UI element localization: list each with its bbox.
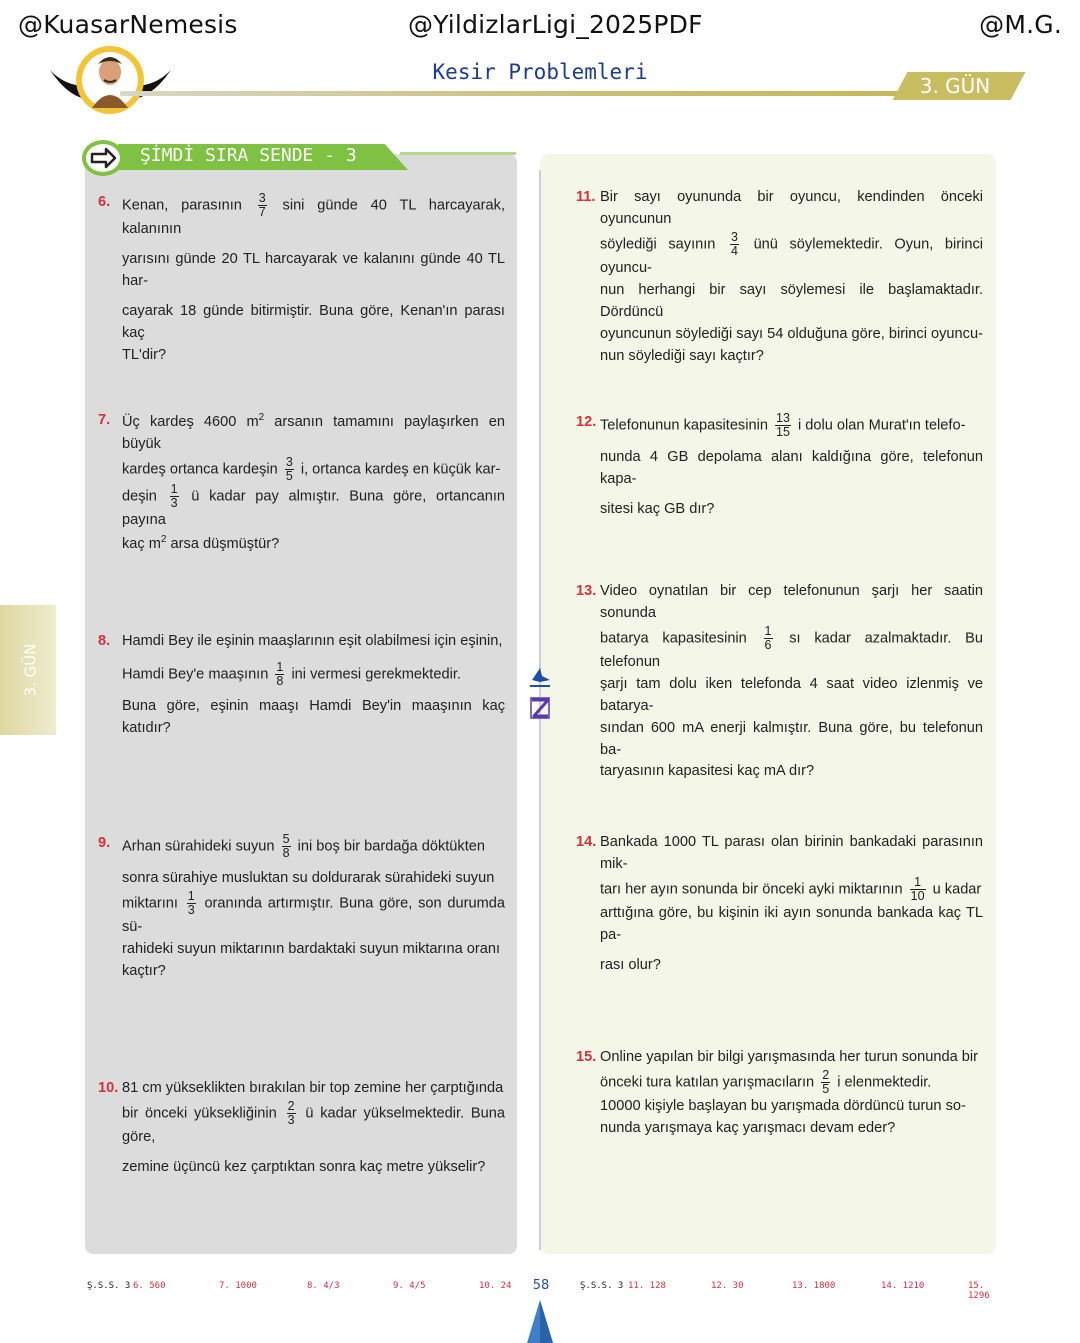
watermark-right: @M.G. — [979, 10, 1062, 39]
q14-text: Bankada 1000 TL parası olan birinin bankadaki parasının mik- — [600, 834, 983, 872]
q9-text: miktarını — [122, 895, 178, 912]
question-number: 10. — [98, 1080, 119, 1096]
q7-text: kardeş ortanca kardeşin — [122, 461, 278, 478]
fraction — [282, 833, 291, 860]
question-12 — [576, 412, 983, 521]
q9-text: ini boş bir bardağa döktükten — [297, 838, 486, 855]
q6-text: sini günde 40 TL harcayarak, kalanının — [122, 197, 505, 238]
q15-text: önceki tura katılan yarışmacıların — [600, 1074, 815, 1091]
numerator: 2 — [287, 1098, 295, 1113]
q7-text: kaç m — [122, 535, 161, 552]
side-day-label: 3. GÜN — [21, 643, 40, 697]
fraction — [187, 890, 196, 917]
q6-text: TL'dir? — [122, 346, 167, 363]
q12-text: nunda 4 GB depolama alanı kaldığına göre, telefonun kapa- — [600, 449, 983, 488]
question-7 — [98, 410, 505, 556]
fraction — [287, 1100, 296, 1127]
page-topic-title: Kesir Problemleri — [432, 60, 648, 84]
q13-text: sı kadar azalmaktadır. Bu telefonun — [600, 630, 983, 671]
q7-text: Üç kardeş 4600 m — [122, 413, 259, 430]
q8-text: ini vermesi gerekmektedir. — [291, 666, 461, 683]
q13-text: taryasının kapasitesi kaç mA dır? — [600, 763, 815, 780]
answer-item: 8. 4/3 — [307, 1281, 340, 1291]
numerator: 1 — [170, 481, 178, 496]
q7-text: arsa düşmüştür? — [170, 535, 280, 552]
denominator: 8 — [282, 846, 290, 861]
fraction — [170, 483, 179, 510]
watermark-left: @KuasarNemesis — [18, 10, 238, 39]
answer-key-left — [85, 1278, 515, 1298]
question-13 — [576, 581, 983, 783]
q11-text: ünü söylemektedir. Oyun, birinci oyuncu- — [600, 236, 983, 277]
denominator: 8 — [276, 674, 284, 689]
numerator: 3 — [258, 191, 266, 205]
q13-text: sından 600 mA enerji kalmıştır. Buna göre, bu telefonun ba- — [600, 719, 983, 758]
q6-text: Kenan, parasının — [122, 197, 242, 214]
numerator: 1 — [910, 876, 926, 890]
question-9 — [98, 833, 505, 983]
question-number: 11. — [576, 189, 596, 205]
question-6 — [98, 192, 505, 367]
q6-text: cayarak 18 günde bitirmiştir. Buna göre, Kenan'ın parası kaç — [122, 302, 505, 341]
q11-text: nun herhangi bir sayı söylemesi ile başlamaktadır. Dördüncü — [600, 281, 983, 320]
superscript: 2 — [160, 534, 167, 546]
q12-text: sitesi kaç GB dır? — [600, 501, 715, 518]
page-pointer-icon — [527, 1300, 553, 1343]
answer-item: 13. 1800 — [792, 1281, 836, 1291]
badge-circle — [82, 140, 124, 176]
question-number: 6. — [98, 194, 111, 210]
publisher-logo-icon — [528, 666, 552, 722]
question-8 — [98, 631, 505, 740]
numerator: 2 — [822, 1067, 830, 1082]
numerator: 3 — [285, 454, 293, 469]
answer-item: 15. 1296 — [968, 1281, 990, 1301]
q11-text: Bir sayı oyununda bir oyuncu, kendinden önceki oyuncunun — [600, 189, 983, 227]
question-15 — [576, 1047, 983, 1140]
denominator: 5 — [285, 468, 293, 483]
superscript: 2 — [258, 412, 265, 423]
fraction — [775, 412, 791, 439]
fraction — [285, 456, 294, 483]
q10-text: ü kadar yükselmektedir. Buna göre, — [122, 1105, 506, 1146]
q7-text: deşin — [122, 488, 157, 505]
q14-text: rası olur? — [600, 956, 661, 973]
q8-text: Hamdi Bey'e maaşının — [122, 666, 269, 683]
denominator: 4 — [731, 243, 738, 258]
fraction — [275, 661, 284, 688]
badge-line — [400, 152, 516, 155]
answer-key-right — [580, 1278, 1000, 1301]
denominator: 5 — [822, 1082, 830, 1097]
answer-item: 10. 24 — [479, 1281, 512, 1291]
answer-item: 11. 128 — [628, 1281, 666, 1291]
q9-text: rahideki suyun miktarının bardaktaki suyun miktarına oranı — [122, 941, 500, 958]
q10-text: zemine üçüncü kez çarptıktan sonra kaç metre yükselir? — [122, 1159, 486, 1176]
denominator: 3 — [170, 496, 178, 511]
q15-text: Online yapılan bir bilgi yarışmasında her turun sonunda bir — [600, 1049, 979, 1065]
q10-text: bir önceki yüksekliğinin — [122, 1105, 277, 1122]
answer-item: 9. 4/5 — [393, 1281, 426, 1291]
numerator: 1 — [764, 623, 772, 638]
answer-key-label: Ş.S.S. 3 — [580, 1281, 624, 1291]
denominator: 7 — [258, 205, 266, 220]
q11-text: oyuncunun söylediği sayı 54 olduğuna göre, birinci oyuncu- — [600, 325, 983, 342]
q11-text: söylediği sayının — [600, 236, 716, 253]
header-rule — [120, 91, 940, 96]
q9-text: oranında artırmıştır. Buna göre, son durumda sü- — [122, 895, 505, 936]
answer-item: 6. 560 — [133, 1281, 166, 1291]
question-number: 15. — [576, 1049, 597, 1065]
question-11 — [576, 187, 983, 367]
q11-text: nun söylediği sayı kaçtır? — [600, 347, 764, 364]
q15-text: i elenmektedir. — [837, 1074, 932, 1091]
answer-item: 12. 30 — [711, 1281, 744, 1291]
numerator: 1 — [187, 889, 195, 904]
q15-text: 10000 kişiyle başlayan bu yarışmada dördüncü turun so- — [600, 1098, 966, 1115]
q7-text: ü kadar pay almıştır. Buna göre, ortancanın payına — [122, 488, 505, 529]
q9-text: Arhan sürahideki suyun — [122, 838, 275, 855]
q13-text: batarya kapasitesinin — [600, 630, 747, 647]
denominator: 15 — [776, 425, 790, 440]
numerator: 1 — [276, 659, 284, 674]
q7-text: arsanın tamamını paylaşırken en büyük — [122, 413, 505, 452]
fraction — [821, 1069, 830, 1096]
question-number: 8. — [98, 633, 111, 649]
q12-text: i dolu olan Murat'ın telefo- — [797, 417, 966, 434]
arrow-icon — [86, 144, 120, 172]
numerator: 5 — [282, 832, 290, 846]
question-number: 12. — [576, 414, 597, 430]
fraction — [730, 231, 739, 258]
numerator: 13 — [776, 411, 790, 425]
section-badge-title: ŞİMDİ SIRA SENDE - 3 — [140, 145, 357, 166]
numerator: 3 — [731, 229, 738, 244]
q12-text: Telefonunun kapasitesinin — [600, 417, 768, 434]
q9-text: sonra sürahiye musluktan su doldurarak sürahideki suyun — [122, 870, 495, 887]
question-number: 9. — [98, 835, 111, 851]
q9-text: kaçtır? — [122, 963, 166, 980]
answer-item: 14. 1210 — [881, 1281, 925, 1291]
fraction — [258, 192, 267, 219]
answer-item: 7. 1000 — [219, 1281, 257, 1291]
q13-text: şarjı tam dolu iken telefonda 4 saat video izlenmiş ve batarya- — [600, 675, 983, 714]
q10-text: 81 cm yükseklikten bırakılan bir top zemine her çarptığında — [122, 1080, 504, 1096]
fraction — [910, 876, 926, 903]
day-label: 3. GÜN — [919, 74, 991, 98]
fraction — [764, 625, 773, 652]
denominator: 3 — [287, 1113, 295, 1128]
page-number: 58 — [532, 1278, 550, 1293]
q15-text: nunda yarışmaya kaç yarışmacı devam eder? — [600, 1120, 896, 1137]
denominator: 10 — [910, 888, 925, 903]
q7-text: i, ortanca kardeş en küçük kar- — [300, 461, 501, 478]
answer-key-label: Ş.S.S. 3 — [87, 1281, 131, 1291]
question-number: 13. — [576, 583, 597, 599]
question-number: 14. — [576, 834, 597, 850]
q14-text: tarı her ayın sonunda bir önceki ayki miktarının — [600, 881, 903, 898]
question-10 — [98, 1078, 505, 1179]
q14-text: u kadar — [932, 881, 982, 898]
denominator: 3 — [187, 903, 195, 918]
watermark-center: @YildizlarLigi_2025PDF — [408, 10, 703, 39]
q6-text: yarısını günde 20 TL harcayarak ve kalanını günde 40 TL har- — [122, 251, 505, 290]
q8-text: Buna göre, eşinin maaşı Hamdi Bey'in maaşının kaç katıdır? — [122, 698, 505, 737]
question-number: 7. — [98, 412, 111, 428]
q8-text: Hamdi Bey ile eşinin maaşlarının eşit olabilmesi için eşinin, — [122, 633, 503, 649]
q14-text: arttığına göre, bu kişinin iki ayın sonunda bankada kaç TL pa- — [600, 905, 983, 943]
side-day-tab — [0, 605, 56, 735]
denominator: 6 — [764, 637, 772, 652]
q13-text: Video oynatılan bir cep telefonunun şarjı her saatin sonunda — [600, 583, 983, 621]
question-14 — [576, 832, 983, 977]
